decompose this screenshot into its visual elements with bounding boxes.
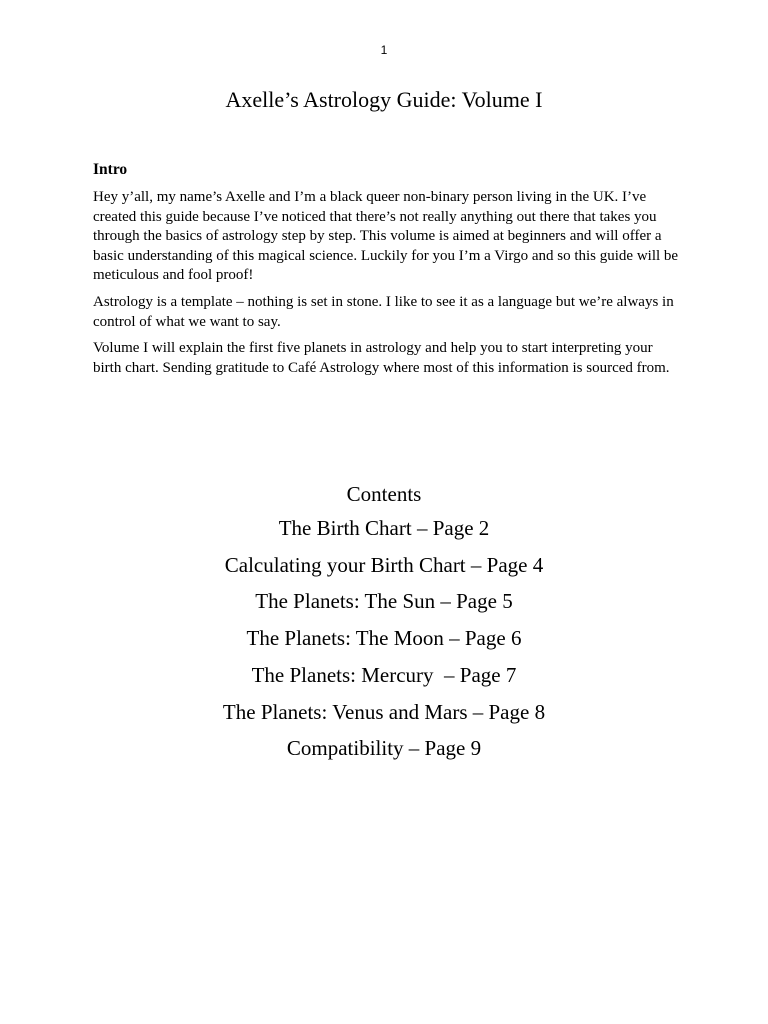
contents-heading: Contents <box>346 482 422 506</box>
intro-paragraph: Hey y’all, my name’s Axelle and I’m a black queer non-binary person living in the UK. I’ve created this guide because I’ve noticed that there’s not really anything out there that takes you through the basics of astrology step by step. This volume is aimed at beginners and will offer a basic understanding of this magical science. Luckily for you I’m a Virgo and so this guide will be meticulous and fool proof! <box>93 189 679 284</box>
intro-section <box>93 160 683 385</box>
toc-item-sun: The Planets: The Sun – Page 5 <box>255 589 513 614</box>
document-title: Axelle’s Astrology Guide: Volume I <box>225 87 543 112</box>
toc-item-compatibility: Compatibility – Page 9 <box>286 736 482 761</box>
toc-item-moon: The Planets: The Moon – Page 6 <box>246 626 522 651</box>
toc-item-mercury: The Planets: Mercury – Page 7 <box>251 662 517 687</box>
table-of-contents <box>0 510 768 767</box>
toc-item-calculating-birth-chart: Calculating your Birth Chart – Page 4 <box>224 552 544 577</box>
toc-item-birth-chart: The Birth Chart – Page 2 <box>278 516 490 540</box>
intro-heading: Intro <box>93 161 128 178</box>
page-number: 1 <box>380 43 388 57</box>
intro-paragraph: Astrology is a template – nothing is set in stone. I like to see it as a language but we’re always in control of what we want to say. <box>93 293 674 330</box>
toc-item-venus-mars: The Planets: Venus and Mars – Page 8 <box>222 699 546 724</box>
contents-section <box>0 478 768 767</box>
intro-paragraph: Volume I will explain the first five planets in astrology and help you to start interpreting your birth chart. Sending gratitude to Café Astrology where most of this information is sourced from. <box>93 340 670 376</box>
